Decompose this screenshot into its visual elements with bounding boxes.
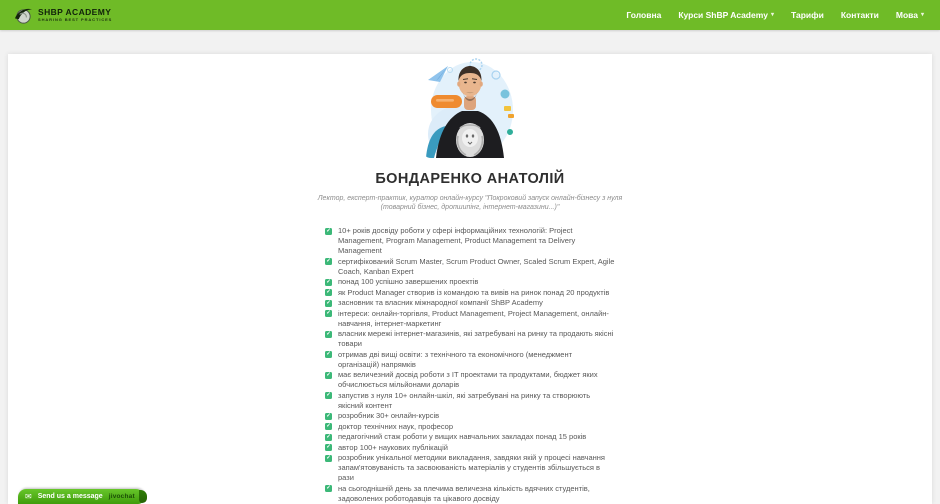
check-icon: ✓ — [326, 227, 331, 234]
check-icon: ✓ — [326, 351, 331, 357]
logo-tagline: SHARING BEST PRACTICES — [38, 17, 113, 22]
nav-item-contacts[interactable] — [841, 10, 879, 20]
achievement-item — [325, 329, 615, 349]
nav-item-courses[interactable] — [678, 10, 774, 20]
lecturer-name: БОНДАРЕНКО АНАТОЛІЙ — [375, 171, 565, 187]
achievement-item — [325, 391, 615, 411]
achievement-text: власник мережі інтернет-магазинів, які затребувані на ринку та продають якісні товари — [338, 329, 614, 348]
achievement-item — [325, 411, 615, 421]
logo-title: SHBP ACADEMY — [38, 7, 112, 17]
top-navbar — [0, 0, 940, 30]
achievement-text: отримав дві вищі освіти: з технічного та економічного (менеджмент організацій) напрямків — [338, 349, 573, 369]
logo-icon — [14, 6, 33, 25]
nav-label: Мова — [895, 10, 918, 20]
check-icon: ✓ — [326, 392, 331, 398]
achievement-item — [325, 370, 615, 390]
achievement-item — [325, 288, 615, 298]
envelope-icon: ✉ — [25, 491, 32, 501]
achievement-item — [325, 422, 615, 432]
achievement-text: 10+ років досвіду роботи у сфері інформаційних технологій: Project Management, Program Management, Product Management та Delivery Management — [338, 226, 576, 255]
check-icon: ✓ — [326, 444, 331, 450]
nav-label: Головна — [626, 10, 662, 20]
lecturer-photo — [422, 54, 518, 158]
achievement-item — [325, 453, 615, 483]
achievement-text: запустив з нуля 10+ онлайн-шкіл, які затребувані на ринку та створюють якісний контент — [338, 390, 591, 410]
main-nav — [626, 10, 924, 20]
achievement-text: сертифікований Scrum Master, Scrum Product Owner, Scaled Scrum Expert, Agile Coach, Kanban Expert — [338, 256, 615, 276]
check-icon: ✓ — [326, 454, 331, 461]
nav-item-home[interactable] — [626, 10, 661, 20]
check-icon: ✓ — [326, 433, 331, 440]
check-icon: ✓ — [326, 278, 331, 285]
chevron-down-icon: ▾ — [771, 12, 775, 18]
achievement-text: понад 100 успішно завершених проектів — [338, 277, 479, 286]
nav-label: Тарифи — [791, 10, 824, 20]
achievement-text: як Product Manager створив із командою та вивів на ринок понад 20 продуктів — [338, 287, 610, 297]
achievement-text: автор 100+ наукових публікацій — [338, 442, 448, 452]
achievement-item — [325, 443, 615, 453]
achievement-item — [325, 226, 615, 256]
achievement-item — [325, 309, 615, 329]
achievement-text: засновник та власник міжнародної компанії ShBP Academy — [338, 298, 543, 307]
lecturer-subtitle: Лектор, експерт-практик, куратор онлайн-курсу "Покроковий запуск онлайн-бізнесу з нуля (товарний бізнес, дропшипінг, інтернет-магазини...)" — [317, 195, 623, 211]
achievement-item — [325, 350, 615, 370]
logo[interactable] — [14, 6, 112, 25]
nav-label: Контакти — [840, 10, 879, 20]
nav-item-language[interactable] — [896, 10, 924, 20]
achievement-text: на сьогоднішній день за плечима величезна кількість вдячних студентів, задоволених роботодавців та цікавого досвіду — [338, 483, 590, 503]
achievement-text: доктор технічних наук, професор — [338, 421, 454, 431]
chat-widget[interactable] — [18, 489, 144, 504]
achievement-text: розробник унікальної методики викладання, завдяки якій у процесі навчання запам'ятовуваність та засвоюваність матеріалів у студентів збільшується в рази — [338, 453, 605, 482]
achievements-list — [325, 226, 615, 504]
content-card — [8, 54, 932, 504]
check-icon: ✓ — [326, 412, 331, 419]
achievement-item — [325, 277, 615, 287]
check-icon: ✓ — [326, 299, 331, 306]
check-icon: ✓ — [326, 485, 331, 491]
achievement-text: розробник 30+ онлайн-курсів — [338, 411, 440, 420]
achievement-text: педагогічний стаж роботи у вищих навчальних закладах понад 15 років — [338, 432, 587, 441]
check-icon: ✓ — [326, 330, 331, 337]
nav-label: Курси ShBP Academy — [678, 10, 768, 20]
achievement-item — [325, 298, 615, 308]
achievement-item — [325, 432, 615, 442]
check-icon: ✓ — [326, 423, 331, 429]
achievement-item — [325, 257, 615, 277]
chat-brand: jivochat — [108, 493, 135, 500]
achievement-text: інтереси: онлайн-торгівля, Product Management, Project Management, онлайн-навчання, інтернет-маркетинг — [338, 308, 609, 328]
check-icon: ✓ — [326, 258, 331, 264]
chevron-down-icon: ▾ — [920, 12, 924, 18]
nav-item-pricing[interactable] — [791, 10, 824, 20]
check-icon: ✓ — [326, 289, 331, 295]
check-icon: ✓ — [326, 310, 331, 316]
check-icon: ✓ — [326, 371, 331, 378]
achievement-item — [325, 484, 615, 504]
chat-label: Send us a message — [37, 493, 103, 500]
achievement-text: має величезний досвід роботи з IT проектами та продуктами, бюджет яких обчислюється мільйонами доларів — [338, 370, 598, 389]
